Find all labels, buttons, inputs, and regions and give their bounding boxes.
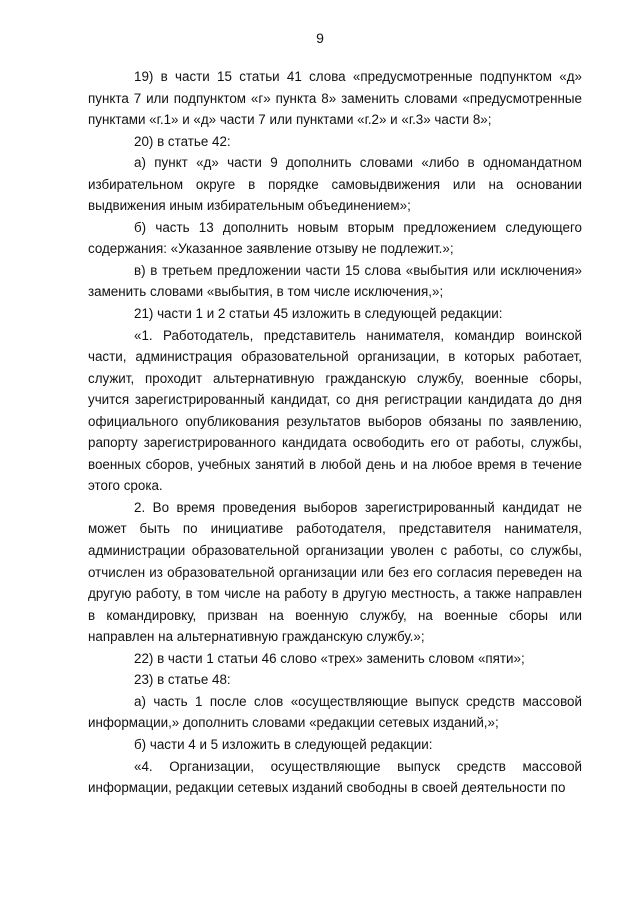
paragraph-21-part1: «1. Работодатель, представитель нанимателя, командир воинской части, администрация образовательной организации, в которых работает, служит, проходит альтернативную гражданскую службу, военные сборы, учится зарегистрированный кандидат, со дня регистрации кандидата до дня официального опубликования результатов выборов обязаны по заявлению, рапорту зарегистрированного кандидата освободить его от работы, службы, военных сборов, учебных занятий в любой день и на любое время в течение этого срока. — [88, 327, 582, 494]
paragraph-21-part2: 2. Во время проведения выборов зарегистрированный кандидат не может быть по инициативе работодателя, представителя нанимателя, администрации образовательной организации уволен с работы, со службы, отчислен из образовательной организации или без его согласия переведен на другую работу, в том числе на работу в другую местность, а также направлен в командировку, призван на военную службу, на военные сборы или направлен на альтернативную гражданскую службу.»; — [88, 499, 582, 645]
paragraph-20: 20) в статье 42: — [134, 133, 231, 149]
paragraph-23a: а) часть 1 после слов «осуществляющие выпуск средств массовой информации,» дополнить словами «редакции сетевых изданий,»; — [88, 693, 582, 731]
paragraph-19: 19) в части 15 статьи 41 слова «предусмотренные подпунктом «д» пункта 7 или подпунктом «г» пункта 8» заменить словами «предусмотренные пунктами «г.1» и «д» части 7 или пунктами «г.2» и «г.3» части 8»; — [88, 69, 582, 128]
paragraph-21: 21) части 1 и 2 статьи 45 изложить в следующей редакции: — [134, 306, 503, 322]
paragraph-23b-part4: «4. Организации, осуществляющие выпуск средств массовой информации, редакции сетевых изданий свободны в своей деятельности по — [88, 758, 582, 796]
paragraph-20a: а) пункт «д» части 9 дополнить словами «либо в одномандатном избирательном округе в порядке самовыдвижения или на основании выдвижения иным избирательным объединением»; — [88, 155, 582, 214]
page-number: 9 — [316, 30, 324, 46]
paragraph-20v: в) в третьем предложении части 15 слова «выбытия или исключения» заменить словами «выбытия, в том числе исключения,»; — [88, 262, 582, 300]
document-body — [88, 66, 582, 799]
paragraph-23b: б) части 4 и 5 изложить в следующей редакции: — [134, 736, 433, 752]
paragraph-22: 22) в части 1 статьи 46 слово «трех» заменить словом «пяти»; — [134, 650, 525, 666]
paragraph-23: 23) в статье 48: — [134, 672, 231, 688]
paragraph-20b: б) часть 13 дополнить новым вторым предложением следующего содержания: «Указанное заявление отзыву не подлежит.»; — [88, 219, 582, 257]
